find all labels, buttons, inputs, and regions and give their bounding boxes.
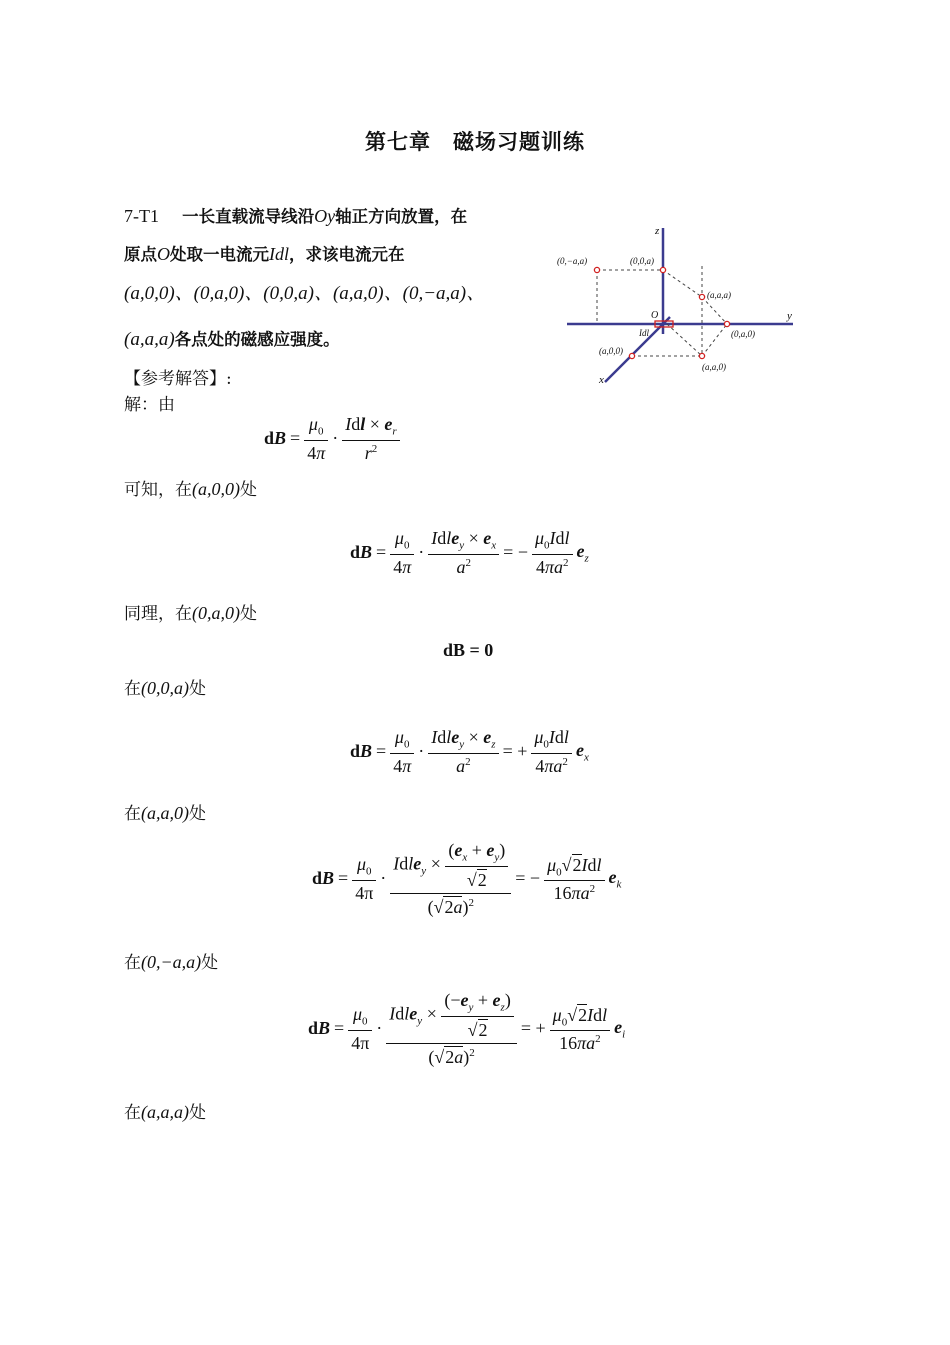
case-2-line: 同理，在(0,a,0)处 [124,603,257,624]
point-0-a-0 [724,321,729,326]
problem-number: 7-T1 [124,206,159,226]
problem-text-1a: 一长直载流导线沿 [182,207,315,226]
problem-text-2c: ，求该电流元在 [289,245,405,264]
case-5-point: (0,−a,a) [141,952,202,972]
answer-intro: 解：由 [124,395,175,415]
point-a-a-a [699,294,704,299]
problem-text-1b: 轴正方向放置，在 [335,207,468,226]
problem-line-1 [124,203,467,227]
label-y: y [787,310,792,322]
equation-3: dB = $\frac{\mu_0}{4\pi}$ · $\frac{Idle_y \times e_z}{a^2}$ = + $\frac{\mu_0Idl}{4\pi a^2}$ $e_x$ [350,727,589,776]
label-idl: Idl [639,328,649,338]
case-5-line: 在(0,−a,a)处 [124,952,219,973]
label-o: O [651,310,659,321]
axes [567,228,793,382]
current-element: Idl [269,244,289,264]
case-3-line: 在(0,0,a)处 [124,678,206,699]
case-4-line: 在(a,a,0)处 [124,803,206,824]
label-0-a-0: (0,a,0) [731,329,755,339]
problem-text-4: 各点处的磁感应强度。 [174,330,340,349]
answer-heading: 【参考解答】: [124,369,232,389]
equation-4: dB = $\frac{\mu_0}{4\pi}$ · Idle$_y$ × $\frac{(e_x + e_y)}{√2}$ $(√2a)^2$ = − $\frac{\mu_0√2Idl}{16\pi a^2}$ $e_k$ [312,840,622,917]
problem-text-2b: 处取一电流元 [170,245,269,264]
point-a-a-0 [699,353,704,358]
figure-labels [557,225,792,386]
biot-savart-equation: dB = $\frac{\mu_0}{4\pi}$ · $\frac{Idl \times e_r}{r^2}$ [262,414,402,464]
problem-text-2a: 原点 [124,245,157,264]
point-0-neg-a-a [594,267,599,272]
problem-line-2 [124,241,405,265]
point-0-0-a [660,267,665,272]
equation-1: dB = $\frac{\mu_0}{4\pi}$ · $\frac{Idle_y \times e_x}{a^2}$ = − $\frac{\mu_0Idl}{4\pi a^2}$ $e_z$ [350,528,589,577]
case-4-point: (a,a,0) [141,803,189,823]
case-6-point: (a,a,a) [141,1102,189,1122]
label-a-a-a: (a,a,a) [707,290,731,300]
label-0-neg-a-a: (0,−a,a) [557,256,588,266]
case-3-point: (0,0,a) [141,678,189,698]
equation-5: dB = $\frac{\mu_0}{4\pi}$ · Idle$_y$ × $\frac{(-e_y + e_z)}{√2}$ $(√2a)^2$ = + $\frac{\mu_0√2Idl}{16\pi a^2}$ $e_i$ [308,990,626,1067]
equation-2: dB = 0 [443,640,494,660]
points-list: (a,0,0)、(0,a,0)、(0,0,a)、(a,a,0)、(0,−a,a)、 [124,283,486,304]
case-2-point: (0,a,0) [192,603,240,623]
problem-line-4 [124,326,340,351]
label-0-0-a: (0,0,a) [630,256,654,266]
axis-oy: Oy [314,206,336,226]
point-a-0-0 [629,353,634,358]
label-x: x [599,374,604,386]
label-a-a-0: (a,a,0) [702,362,726,372]
label-a-0-0: (a,0,0) [599,346,623,356]
coordinate-figure [555,222,800,392]
origin-o: O [157,244,170,264]
case-1-point: (a,0,0) [192,479,240,499]
label-z: z [655,225,660,237]
page-title: 第七章 磁场习题训练 [365,130,585,154]
case-1-line: 可知，在(a,0,0)处 [124,479,257,500]
case-6-line: 在(a,a,a)处 [124,1102,206,1123]
point-aaa: (a,a,a) [124,329,175,350]
